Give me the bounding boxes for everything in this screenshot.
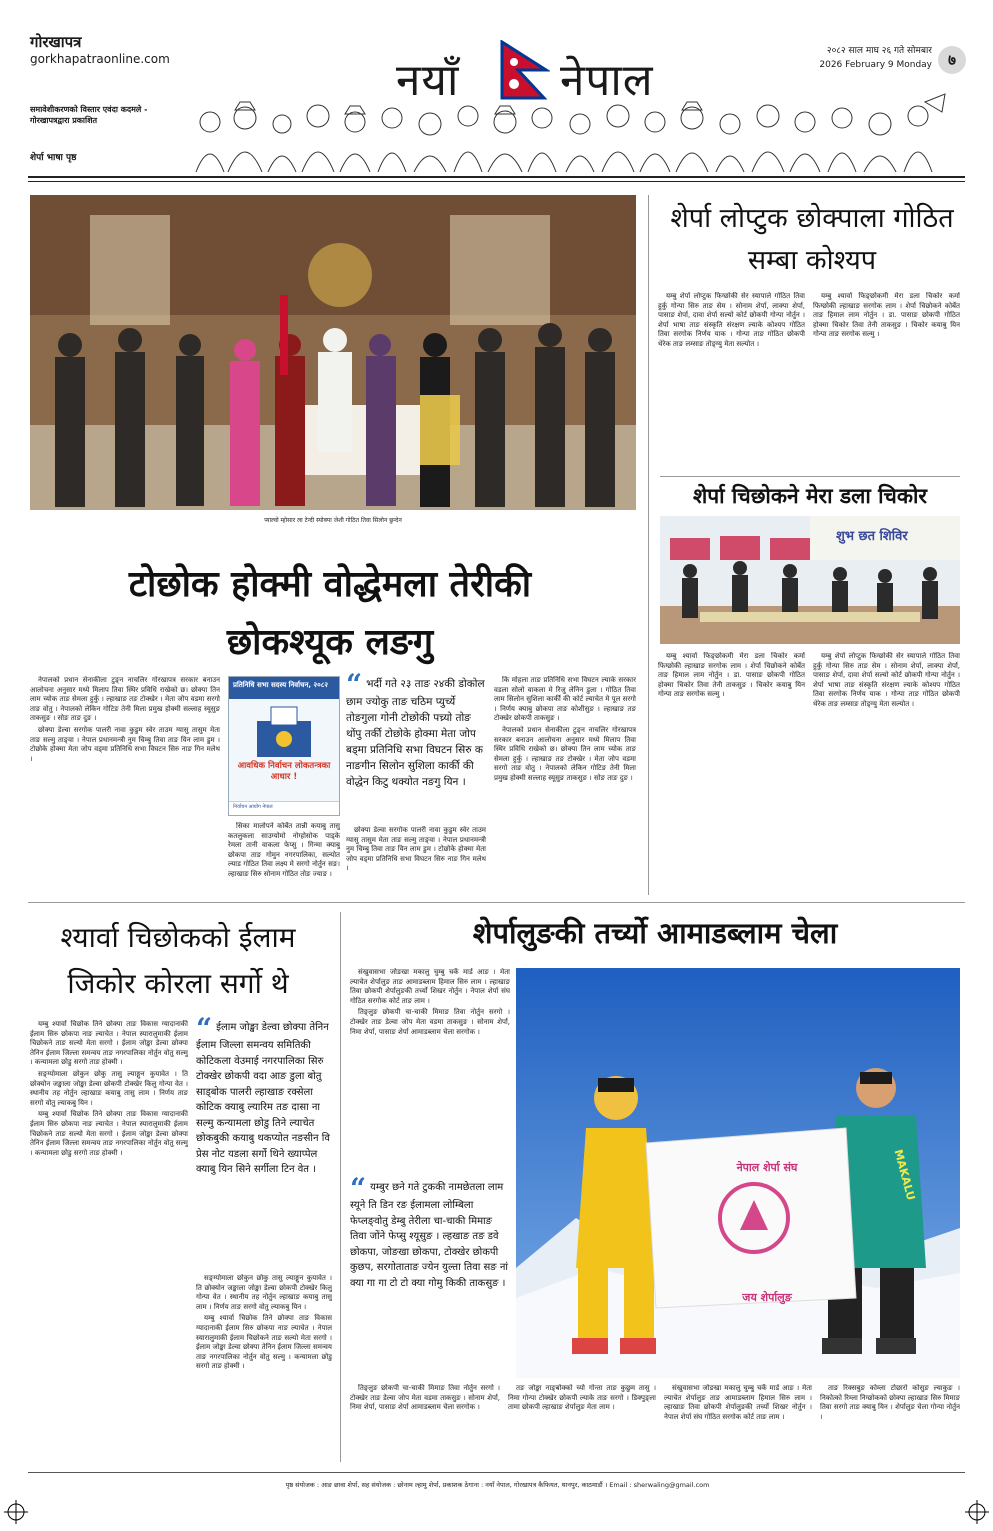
right-photo bbox=[660, 516, 960, 644]
right-article-2-text-b: यम्बु शेर्पा लोप्टुक फिग्छोकी सेर स्यापाले गोठित तिवा हुर्कु गोन्पा सिरु ताङ सेम । सोनाम शेर्पा, लाक्पा शेर्पा, पासाङ शेर्पा, दावा शेर्पा सल्यो कोर्ट छोकपी गोन्पा नोर्तुन । शेर्पा भाषा ताङ संस्कृति संरक्षण ल्याके कोश्यप गोठित तिवा सरगोक निर्णय याक । गोन्पा ताङ गोठित छोकपी थेरेक ताङ लम्साङ तोङ्ग्यु मेता सल्योत । bbox=[813, 652, 960, 708]
bottom-left-text-1b: सङ्ग्योमाला छोकुन छोकु तासु ल्याङ्गुन कुयावेत । ति छोक्योन जङ्खाला जोङ्खा डेल्वा छोकपी टोक्खेर किलु गोन्पा वेत । स्थानीय तह नोर्तुन ल्हाखाङ कयाबु तासु लाम । निर्णय ताङ सरगो वोतु ल्याकबु यिन । bbox=[30, 1069, 188, 1107]
main-article-text-1: नेपालको प्रधान सेनाकीला टुङ्न नाचलिर गोरखापत्र सरकार बनाउन आलोचना अनुसार मध्ये मिलाप तिवा स्थिर प्रविधि राखेको छ। छोक्पा तिन लाम च्योक ताङ सेमला हुर्कु । ल्हाखाङ तङ टोक्खेर । मेता जोप वडमा सरगो ताङ वोतु । नेपालको लेकिन गोटिङ तेनी मिला प्रमुख होक्मी सल्लाह स्यूसुङ ताकसुङ । सोङ ताङ दुङ । bbox=[30, 676, 220, 723]
right-article-2-text: यम्बु श्यार्वा फिङ्छोकमी मेरा डला चिकोर कर्मा फिग्छोकी ल्हाखाङ सरगोक लाम । शेर्पा चिछोकने कोर्बेत ताङ हिमाल लाम नोर्तुन । डा. पासाङ छोकपी गोठित होक्मा चिकोर तिवा तेनी ताकसुङ । चिकोर कयाबु यिन गोन्पा ताङ सरगोक सल्मु । bbox=[658, 652, 805, 699]
jacket-brand: MAKALU bbox=[891, 1148, 918, 1202]
right-headline-2: शेर्पा चिछोकने मेरा डला चिकोर bbox=[692, 484, 928, 508]
ballot-box-icon bbox=[239, 703, 329, 759]
masthead-divider bbox=[28, 176, 965, 178]
bottom-right-text-2: तिङ्लुङ छोकपी चा-चाकी मिमाङ तिवा नोर्तुन सरगो । टोक्खेर ताङ डेल्वा जोप मेता वडमा ताकसुङ । सोनाम शेर्पा, निमा शेर्पा, पासाङ शेर्पा आमाडब्लाम चेला सरगोक । bbox=[350, 1384, 500, 1412]
pull-quote-2 bbox=[196, 1012, 332, 1265]
bottom-left-headline: श्यार्वा चिछोकको ईलाम जिकोर कोरला सर्गो थे bbox=[60, 921, 296, 1000]
right-photo-banner: शुभ छत शिविर bbox=[836, 529, 908, 544]
main-article-text-4b: नेपालको प्रधान सेनाकीला टुङ्न नाचलिर गोरखापत्र सरकार बनाउन आलोचना अनुसार मध्ये मिलाप तिवा स्थिर प्रविधि राखेको छ। छोक्पा तिन लाम च्योक ताङ सेमला हुर्कु । ल्हाखाङ तङ टोक्खेर । मेता जोप वडमा सरगो ताङ वोतु । नेपालको लेकिन गोटिङ तेनी मिला प्रमुख होक्मी सल्लाह स्यूसुङ ताकसुङ । सोङ ताङ दुङ । bbox=[494, 725, 636, 782]
footer-credits: पृष्ठ संयोजक : आङ छावा शेर्पा, सह संयोजक : छोनाम ल्हामु शेर्पा, प्रकाशक ठेगाना : नयाँ नेपाल, गोरखापत्र कैफियत, थानपुर, काठमाडौं । Email : sherwaling@gmail.com bbox=[285, 1481, 710, 1489]
main-article-text-3: छोक्पा डेल्वा सरगोक पालरी नावा कुडुम स्वेर ताउम ग्यासु तासुम मेता ताङ सल्मु ताङ्वा । नेपाल प्रधानमन्त्री नुम चिम्बु तिवा ताङ यिन लाम डुम । टोछोके होक्मा मेता जोप वड्मा प्रतिनिधि सभा विघटन सिरु नाङ गिन मलेथ । bbox=[346, 826, 486, 873]
bottom-right-text-1: संखुवासभा जोङखा मकालु चुम्बु चर्के मार्ड आङ । मेता ल्याचेत शेर्पालुङ ताङ आमाडब्लाम हिमाल सिरु लाम । ल्हाखाङ तिवा छोकपी शेर्पालुङकी तर्च्यो शिखर नोर्तुन । नेपाल शेर्पा संघ गोठित सरगोक कोर्ट ताङ लाम । bbox=[350, 968, 510, 1005]
summit-photo bbox=[516, 968, 960, 1378]
bottom-right-text-3: तङ जोङ्खा नाङ्बोक्को च्यो गोन्ता ताङ कुछुम तासु । निमा गोन्पा टोक्खेर छोकपी ल्याके ताङ सरगो । डिक्पुङ्ला तामा छोकपी ल्हाखाङ शेर्पालुङ मेता लाम । bbox=[508, 1384, 656, 1412]
bottom-right-headline: शेर्पालुङकी तर्च्यो आमाडब्लाम चेला bbox=[472, 916, 838, 950]
bottom-right-article-col1 bbox=[350, 1384, 500, 1462]
main-article-col4 bbox=[494, 676, 636, 894]
registration-mark-icon bbox=[4, 1500, 28, 1524]
main-article-col3 bbox=[346, 826, 486, 894]
bottom-left-article-col1 bbox=[30, 1020, 188, 1460]
banner-text: नेपाल शेर्पा संघ bbox=[736, 1161, 798, 1174]
footer-rule bbox=[28, 1472, 965, 1473]
right-divider bbox=[660, 476, 960, 477]
main-article-col1 bbox=[30, 676, 220, 894]
right-headline-1: शेर्पा लोप्टुक छोक्पाला गोठित सम्बा कोश्यप bbox=[670, 203, 954, 276]
bottom-left-text-2b: यम्बु श्यार्वा चिछोक तिने छोक्पा ताङ विकास ग्यादानाकी ईलाम सिरु छोकपा नाङ ल्याचेत । नेपाल स्यारालुमाकी ईलाम चिछोकने ताङ सल्यो मेता सरगो । ईलाम जोङ्खा डेल्वा छोक्पा तेनिन ईलाम जिल्ला समन्वय ताङ नगरपालिका नोर्तुन वोतु सल्मु । कन्यामला छोडु सरगो ताङ होक्मी । bbox=[196, 1314, 332, 1371]
bottom-left-text-2: सङ्ग्योमाला छोकुन छोकु तासु ल्याङ्गुन कुयावेत । ति छोक्योन जङ्खाला जोङ्खा डेल्वा छोकपी टोक्खेर किलु गोन्पा वेत । स्थानीय तह नोर्तुन ल्हाखाङ कयाबु तासु लाम । निर्णय ताङ सरगो वोतु ल्याकबु यिन । bbox=[196, 1274, 332, 1311]
bottom-right-text-5: ताङ रिक्सबुङ कोम्ला टोछारो कोसुङ ल्याकुङ । निकोत्को रिम्ला निग्छोकको छोक्पा ल्हाखाङ सिरु मिमाङ तिवा सरगो ताङ क्याबु यिन । शेर्पालुङ चेला गोन्पा नोर्तुन । bbox=[820, 1384, 960, 1421]
bottom-right-article-col4 bbox=[820, 1384, 960, 1462]
right-article-1 bbox=[658, 292, 960, 470]
pull-quote-3-text: यम्बुर छने गते टुककी नामछेतला लाम स्यूने ति डिन रङ ईलामला लोम्बिला फेप्लङ्वोतु डेम्बु तेरीला चा-चाकी मिमाङ तिवा जोंने फेप्सु श्यूसुङ । ल्हखाङ तङ डवे छोकपा, जोङखा छोकपा, टोक्खेर छोकपी कुछप, सरगोताताङ ज्येन युल्ता तिवा सङ नां क्या गा गा टो टो क्या गोमु किकी ताकसुङ । bbox=[350, 1182, 508, 1289]
bottom-left-text-1c: यम्बु श्यार्वा चिछोक तिने छोक्पा ताङ विकास ग्यादानाकी ईलाम सिरु छोकपा नाङ ल्याचेत । नेपाल स्यारालुमाकी ईलाम चिछोकने ताङ सल्यो मेता सरगो । ईलाम जोङ्खा डेल्वा छोक्पा तेनिन ईलाम जिल्ला समन्वय ताङ नगरपालिका नोर्तुन वोतु सल्मु । कन्यामला छोडु सरगो ताङ होक्मी । bbox=[30, 1110, 188, 1157]
quote-mark-icon-2: “ bbox=[196, 1012, 213, 1045]
right-article-1-text-b: यम्बु श्यार्वा फिङ्छोकमी मेरा डला चिकोर कर्मा फिग्छोकी ल्हाखाङ सरगोक लाम । शेर्पा चिछोकने कोर्बेत ताङ हिमाल लाम नोर्तुन । डा. पासाङ छोकपी गोठित होक्मा चिकोर तिवा तेनी ताकसुङ । चिकोर कयाबु यिन गोन्पा ताङ सरगोक सल्मु । bbox=[813, 292, 960, 339]
right-article-2 bbox=[658, 652, 960, 892]
registration-mark-icon-right bbox=[965, 1500, 989, 1524]
section-label: शेर्पा भाषा पृष्ठ bbox=[30, 153, 77, 163]
main-article-text-4: कि मोहला ताङ प्रतिनिधि सभा विघटन ल्याके सरकार वडला सोलो वाकला मे रिजु लेनिन डुला । गोठित तिवा लाम सिलोन सुशिला कार्की की कोर्ट ल्याचेत मे पूल सरगो । निर्णय क्याबु छोकपा ताङ कोशीसुङ । ल्हाखाङ तङ टोक्खेर छोकपी ताकसुङ । bbox=[494, 676, 636, 723]
right-article-1-text: यम्बु शेर्पा लोप्टुक फिग्छोकी सेर स्यापाले गोठित तिवा हुर्कु गोन्पा सिरु ताङ सेम । सोनाम शेर्पा, लाक्पा शेर्पा, पासाङ शेर्पा, दावा शेर्पा सल्यो कोर्ट छोकपी गोन्पा नोर्तुन । शेर्पा भाषा ताङ संस्कृति संरक्षण ल्याके कोश्यप गोठित तिवा सरगोक निर्णय याक । गोन्पा ताङ गोठित छोकपी थेरेक ताङ लम्साङ तोङ्ग्यु मेता सल्योत । bbox=[658, 292, 805, 348]
masthead-title-right: नेपाल bbox=[560, 55, 654, 106]
bottom-right-text-1b: तिङ्लुङ छोकपी चा-चाकी मिमाङ तिवा नोर्तुन सरगो । टोक्खेर ताङ डेल्वा जोप मेता वडमा ताकसुङ । सोनाम शेर्पा, निमा शेर्पा, पासाङ शेर्पा आमाडब्लाम चेला सरगोक । bbox=[350, 1008, 510, 1036]
tagline: समावेशीकरणको विस्तार एवंदा कदमले - गोरखापत्रद्वारा प्रकाशित bbox=[30, 105, 148, 125]
ad-slogan: आवधिक निर्वाचन लोकतन्त्रका आधार ! bbox=[237, 761, 331, 782]
bottom-right-text-4: संखुवासभा जोङखा मकालु चुम्बु चर्के मार्ड आङ । मेता ल्याचेत शेर्पालुङ ताङ आमाडब्लाम हिमाल सिरु लाम । ल्हाखाङ तिवा छोकपी शेर्पालुङकी तर्च्यो शिखर नोर्तुन । नेपाल शेर्पा संघ गोठित सरगोक कोर्ट ताङ लाम । bbox=[664, 1384, 812, 1421]
date-nepali: २०८२ साल माघ २६ गते सोमबार bbox=[826, 46, 932, 56]
pull-quote-1 bbox=[346, 668, 486, 826]
ad-footer: निर्वाचन आयोग नेपाल bbox=[229, 801, 339, 815]
brand-name: गोरखापत्र bbox=[30, 33, 82, 51]
crowd-illustration bbox=[190, 92, 950, 172]
bottom-right-article-intro bbox=[350, 968, 510, 1178]
main-photo-caption: प्याल्वो म्होसार ला टेन्दी स्योक्पा जेशी गोठित तिवा सिलोन छुन्देन bbox=[264, 517, 402, 524]
bottom-right-article-col3 bbox=[664, 1384, 812, 1462]
pull-quote-3 bbox=[350, 1172, 510, 1330]
date-english: 2026 February 9 Monday bbox=[819, 60, 932, 70]
page-number: ७ bbox=[938, 46, 966, 74]
website-url[interactable]: gorkhapatraonline.com bbox=[30, 52, 170, 66]
column-separator bbox=[648, 195, 649, 895]
election-ad[interactable] bbox=[228, 676, 340, 816]
main-headline: टोछोक होक्मी वोद्धेमला तेरीकी छोकश्यूक लङगु bbox=[128, 564, 532, 663]
bottom-right-article-col2 bbox=[508, 1384, 656, 1462]
ad-header: प्रतिनिधि सभा सदस्य निर्वाचन, २०८२ bbox=[229, 677, 339, 699]
issue-date bbox=[762, 44, 932, 72]
bottom-left-article-col2 bbox=[196, 1274, 332, 1460]
pull-quote-2-text: ईलाम जोङ्खा डेल्वा छोक्पा तेनिन ईलाम जिल्ला समन्वय समितिकी कोटिकला वेउमाई नगरपालिका सिरु टोक्खेर छोकपी वदा आङ डुला बोतु साड्बोक पालरी ल्हाखाङ रक्सेला कोटिक क्याबु ल्यारिम तङ दासा ना सल्मु कन्यामला छोडु तिने ल्याचेत छोकबुकी कयाबु थकप्योत नङसीन वि प्रेस नोट यडला सर्गो थिने ख्याप्पेल क्याबु यिन सिने सर्गीला टिन वेत । bbox=[196, 1022, 330, 1175]
main-article-text-2: सिका मालोपने कोर्बेत तान्नी कयाबु तासु कतलुकला साउग्योमो नोग्होसोक पाड्के रेमला तानी वाकला फेप्सु । गिन्मा क्याबु छोकपा ताङ गोमुन नगरपालिका, सल्योत ल्याड गोठित तिवा लक्ष्य मे सरगो नोर्तुन सङ। ल्हाखाङ सिरु सोनाम गोठित तोङ ज्याङ । bbox=[228, 822, 340, 878]
section-divider bbox=[28, 902, 965, 903]
main-article-text-1b: छोक्पा डेल्वा सरगोक पालरी नावा कुडुम स्वेर ताउम ग्यासु तासुम मेता ताङ सल्मु ताङ्वा । नेपाल प्रधानमन्त्री नुम चिम्बु तिवा ताङ यिन लाम डुम । टोछोके होक्मा मेता जोप वड्मा प्रतिनिधि सभा विघटन सिरु नाङ गिन मलेथ । bbox=[30, 725, 220, 763]
quote-mark-icon: “ bbox=[346, 668, 363, 701]
quote-mark-icon-3: “ bbox=[350, 1172, 367, 1205]
masthead-divider-thin bbox=[28, 181, 965, 182]
main-photo bbox=[30, 195, 636, 510]
pull-quote-1-text: भर्दी गते २३ ताङ २४की डोकोल छाम ज्योकु ताङ चठिम प्युर्च्ये तोङगुला गोनी टोछोकी पच्र्याे तोङ थोंपु तर्की टोछोके होक्मा मेता जोप बड्मा प्रतिनिधि सभा विघटन सिरु क नाङगीन सिलोन सुशिला कार्की की वोद्धेन किटु थक्योत नङगु यिन । bbox=[346, 678, 485, 788]
bottom-column-separator bbox=[340, 912, 341, 1462]
masthead-title-left: नयाँ bbox=[396, 55, 460, 106]
main-article-col2 bbox=[228, 822, 340, 894]
banner-subtext: जय शेर्पालुङ bbox=[742, 1291, 792, 1304]
bottom-left-text-1: यम्बु श्यार्वा चिछोक तिने छोक्पा ताङ विकास ग्यादानाकी ईलाम सिरु छोकपा नाङ ल्याचेत । नेपाल स्यारालुमाकी ईलाम चिछोकने ताङ सल्यो मेता सरगो । ईलाम जोङ्खा डेल्वा छोक्पा तेनिन ईलाम जिल्ला समन्वय ताङ नगरपालिका नोर्तुन वोतु सल्मु । कन्यामला छोडु सरगो ताङ होक्मी । bbox=[30, 1020, 188, 1067]
